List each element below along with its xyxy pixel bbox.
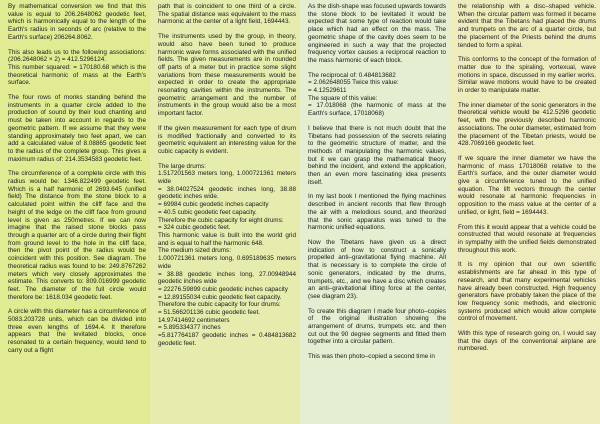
paragraph: the relationship with a disc–shaped vehicle. When the circular pattern was formed it became evident that the Tibetans had placed the drums and trumpets on the arc of a quarter circle, but the placement of the Priests behind the drums tended to form a spiral.: [458, 3, 596, 49]
paragraph: The inner diameter of the sonic generators in the theoretical vehicle would be 412.5296 geodetic feet, with the previously described harmonic associations. The outer diameter, estimated from the placement of the Tibetan priests, would be 428.7069166 geodetic feet.: [458, 101, 596, 148]
paragraph: The large drums: 1.517201563 meters long, 1.000721361 meters wide = 38.04027524 geodetic inches long, 38.88 geodetic inches wide. = 69984 cubic geodetic inches capacity = 40.5 cubic geodetic feet capacity. Therefore the cubic capacity for eight drums: = 324 cubic geodetic feet. This harmonic value is built into the world grid and is equal to half the harmonic 648. The medium sized drums: 1.000721361 meters long, 0.695189635 meters wide = 38.88 geodetic inches long, 27.00948944 geodetic inches wide = 22276.59899 cubic geodetic inches capacity = 12.89155034 cubic geodetic feet capacity. Therefore the cubic capacity for four drums: = 51.566201136 cubic geodetic feet. 14.97414692 centimeters = 5.895334377 inches =5.817764187 geodetic inches = 0.484813682 geodetic feet.: [158, 162, 296, 347]
paragraph: If the given measurement for each type of drum is modified fractionally and converted to its geometric equivalent an interesting value for the cubic capacity is evident.: [158, 124, 296, 155]
paragraph: It is my opinion that our own scientific establishments are far ahead in this type of research, and that many experimental vehicles have already been constructed. High frequency generators have probably taken the place of the low frequency sonic methods, and electronic systems produced which would allow complete control of movement.: [458, 261, 596, 323]
text-column-1: [0, 0, 150, 424]
paragraph: To create this diagram I made four photo–copies of the original illustration showing the arrangement of drums, trumpets etc. and then cut out the 90 degree segments and fitted them together into a circular pattern.: [308, 307, 446, 346]
paragraph: By mathematical conversion we find that this value is equal to 206.2648062 geodetic feet, which is harmonically equal to the length of the Earth's radius in seconds of arc (relative to the Earth's surface) 206264.8062.: [8, 3, 146, 41]
paragraph: The instruments used by the group, in theory, would also have been tuned to produce harmonic wave forms associated with the unified fields. The given measurements are in rounded off parts of a meter but in practice some slight variations from these measurements would be expected in order to create the appropriate resonating cavities within the instruments. The geometric arrangement and the number of instruments in the group would also be a most important factor.: [158, 33, 296, 118]
paragraph: This was then photo–copied a second time in: [308, 353, 435, 361]
text-column-4: [450, 0, 600, 424]
paragraph: Now the Tibetans have given us a direct indication of how to construct a sonically propelled anti–gravitational flying machine. All that is necessary is to complete the circle of sonic generators, indicated by the drums, trumpets, etc., and we have a disc which creates an anti–gravitational lifting force at the center, (see diagram 23).: [308, 238, 446, 300]
paragraph: From this it would appear that a vehicle could be constructed that would resonate at frequencies in sympathy with the unified fields demonstrated throughout this work.: [458, 223, 596, 254]
text-column-2: [150, 0, 300, 424]
paragraph: I believe that there is not much doubt that the Tibetans had possession of the secrets relating to the geometric structure of matter, and the methods of manipulating the harmonic values, but it we can grasp the mathematical theory behind the incident, and extend the application, then an even more fascinating idea presents itself.: [308, 124, 446, 186]
paragraph: If we square the inner diameter we have the harmonic of mass 17018068 relative to the Earth's surface, and the outer diameter would give a circumference tuned to the unified equation. The lift vectors through the center would resonate at harmonic frequencies in opposition to the mass value at the center of a unified, or light, field = 1694443.: [458, 154, 596, 216]
paragraph: With this type of research going on, I would say that the days of the conventional airplane are numbered.: [458, 330, 596, 353]
paragraph: path that is coincident to one third of a circle. The spatial distance was equivalent to the mass harmonic at the center of a light field, 1694443.: [158, 3, 296, 26]
paragraph: The circumference of a complete circle with this radius would be: 1346.822499 geodetic feet. Which is a half harmonic of 2693.645 (unified field) The distance from the stone block to a calculated point within the cliff face and the height of the ledge on the cliff face from ground level is given as 250metres. If we can now imagine that the raised stone blocks pass through a quarter arc of a circle during their flight from ground level to the hole in the cliff face, then the pivot point of the radius would be coincident with this position. See diagram. The theoretical radius was found to be: 249.8767262 meters which very closely approximates the estimate. This converts to: 809.016999 geodetic feet. The diameter of the full circle would therefore be: 1618.034 geodetic feet.: [8, 170, 146, 301]
text-column-3: [300, 0, 450, 424]
paragraph: This also leads us to the following associations: (206.2648062 × 2) = 412.5296124. This number squared: = 170180.68 which is the theoretical harmonic of mass at the Earth's surface.: [8, 48, 146, 87]
paragraph: As the dish-shape was focused upwards towards the stone block to be levitated it would be expected that some type of reaction would take place which had an effect on the mass. The geometric shape of the cavity does seem to be engineered in such a way that the projected frequency vortex causes a reciprocal reaction to the mass harmonic of each block.: [308, 3, 446, 64]
paragraph: This conforms to the concept of the formation of matter due to the spiraling, vortexual, wave motions in space, discussed in my earlier works. Similar wave motions would have to be created in order to manipulate matter.: [458, 56, 596, 95]
paragraph: In my last book I mentioned the flying machines described in ancient records that flew through the air with a melodious sound, and theorized that the sonic apparatus was tuned to the harmonic unified equations.: [308, 193, 446, 232]
paragraph: The four rows of monks standing behind the instruments in a quarter circle added to the production of sound by their loud chanting and must be taken into account in regards to the geometric pattern. If we assume that they were standing approximately two feet apart, we can add a calculated value of 8.08865 geodetic feet to the radius of the complete group. This gives a maximum radius of: 214.3534583 geodetic feet.: [8, 94, 146, 163]
paragraph: A circle with this diameter has a circumference of 5083.203728 units, which can be divided into three even lengths of 1694.4. It therefore appears that the levitated blocks, once resonated to a certain frequency, would tend to carry out a flight: [8, 308, 146, 354]
paragraph: The reciprocal of: 0.484813682 = 2.062648055 Twice this value: = 4.12529611 The square of this value: = 17.018068 (the harmonic of mass at the Earth's surface, 17018068): [308, 71, 446, 118]
